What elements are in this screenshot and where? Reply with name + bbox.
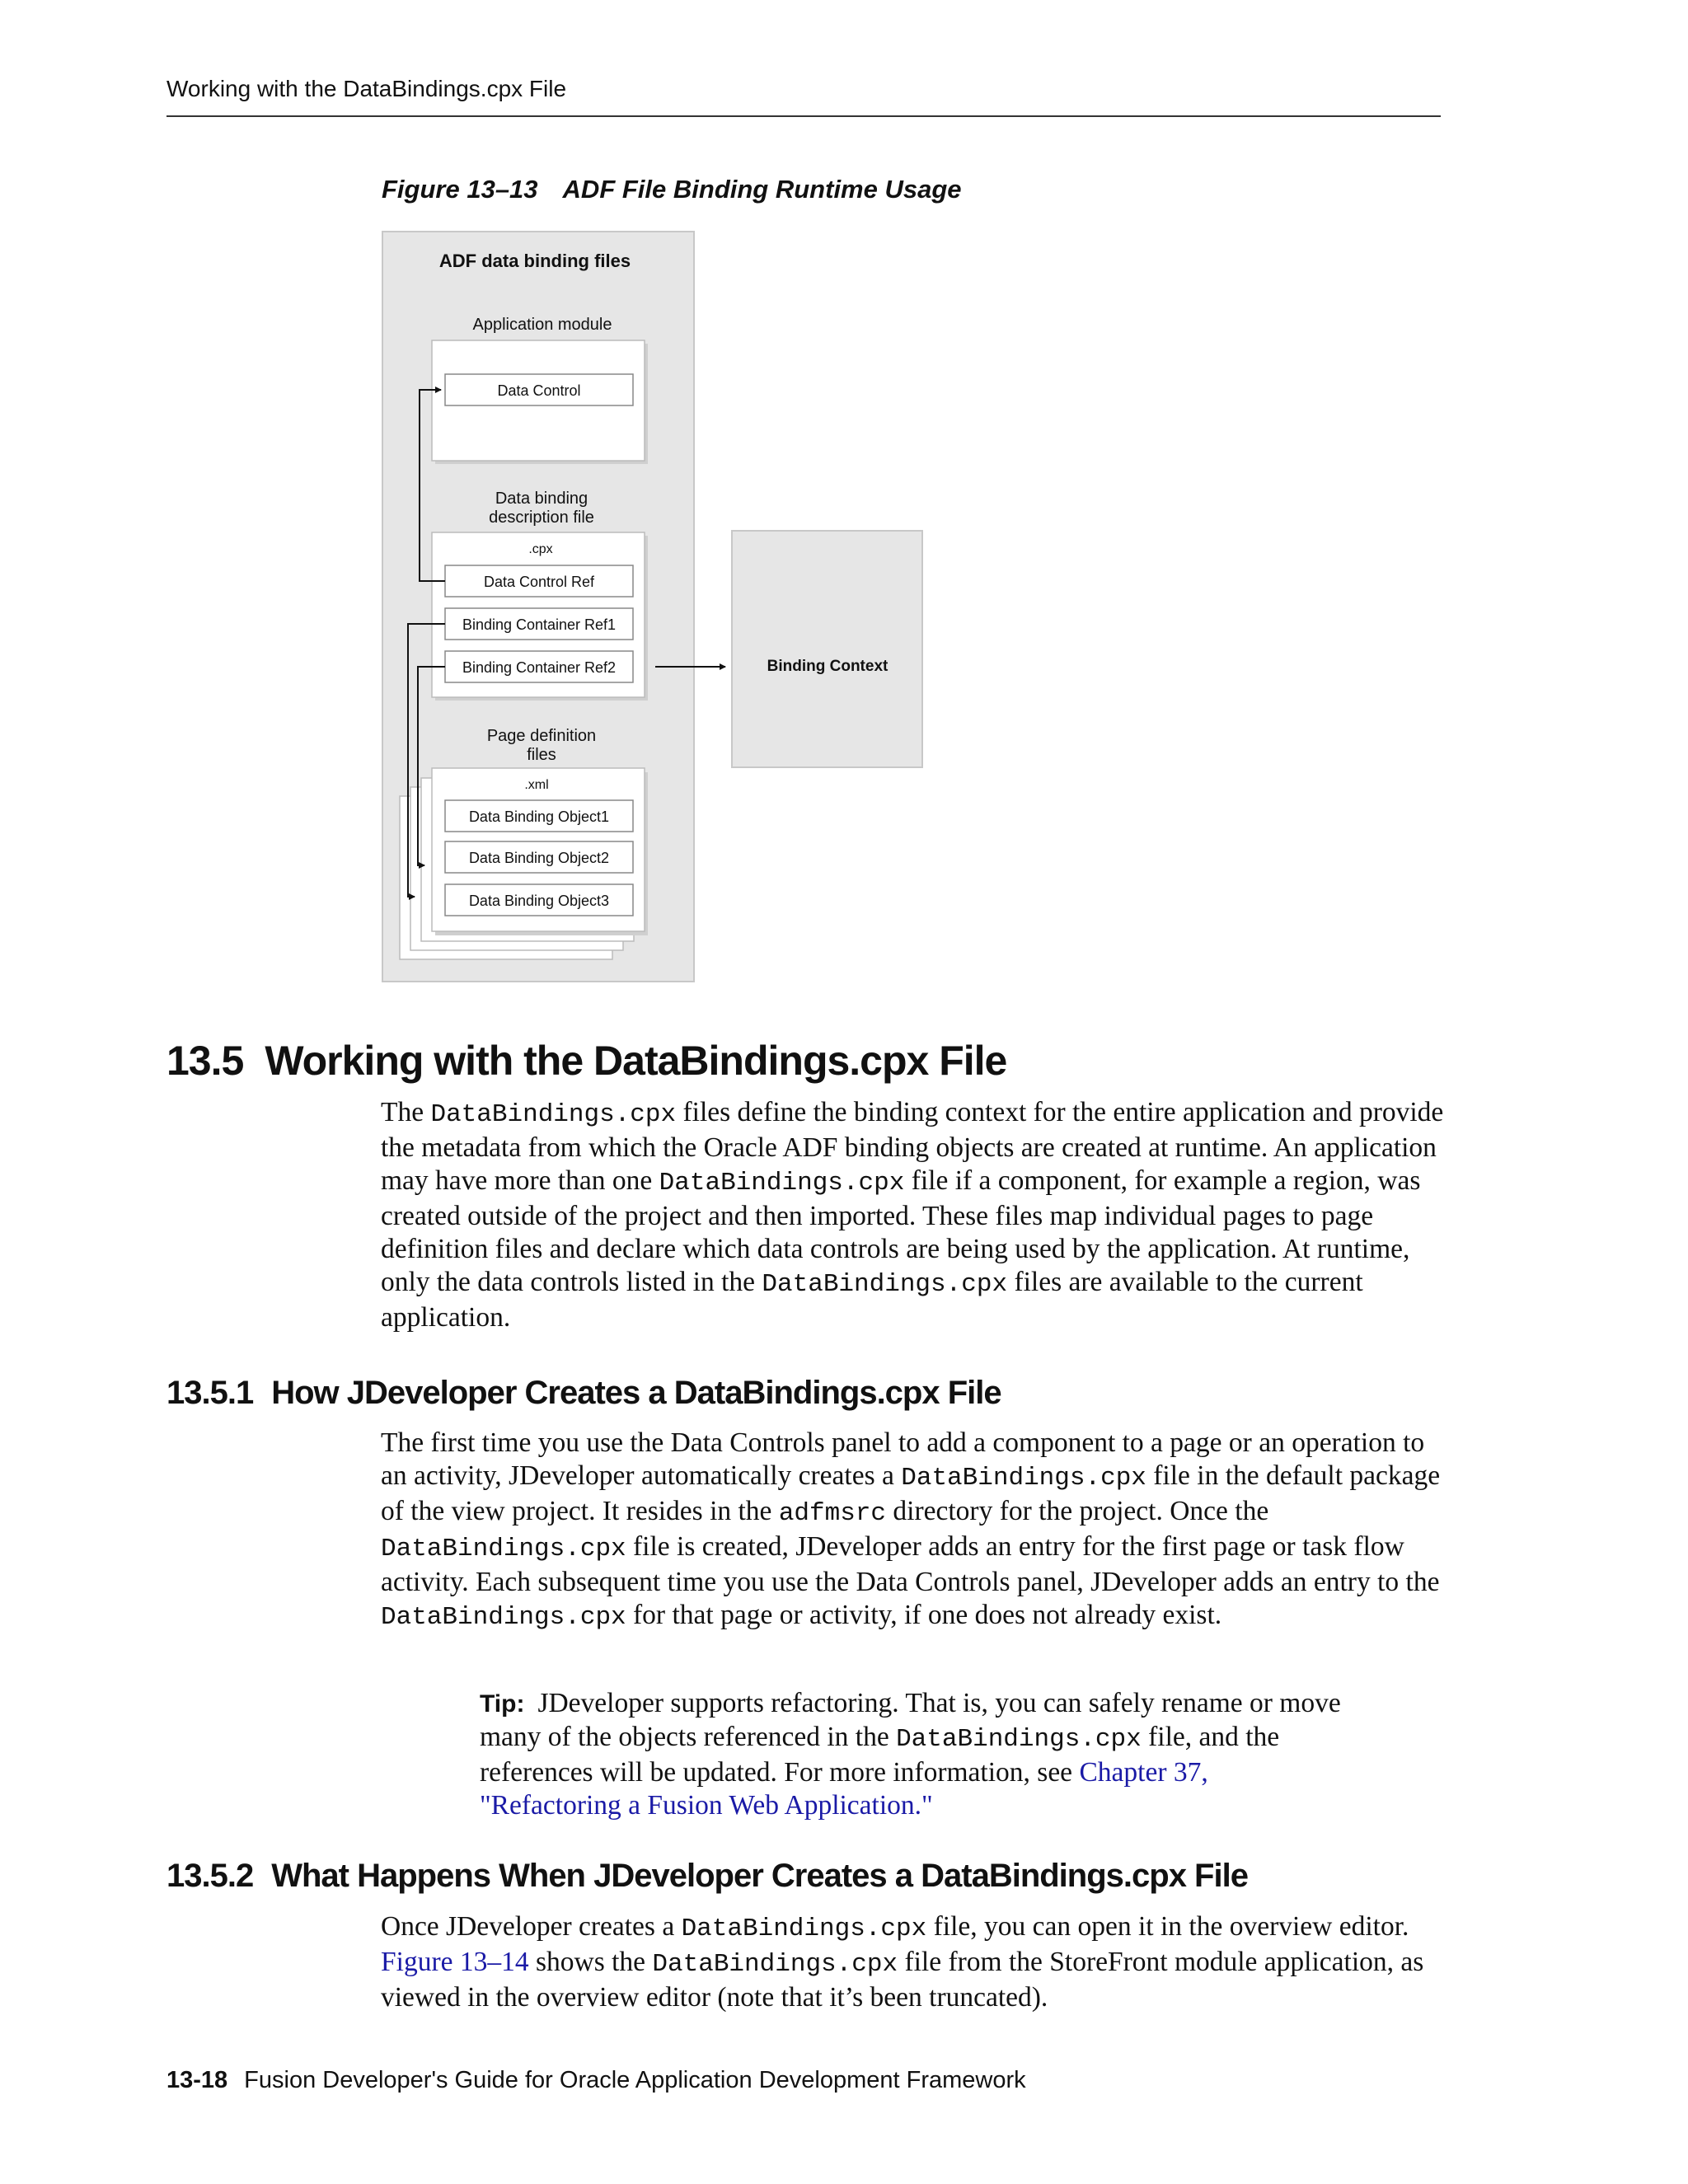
binding-context-box [732, 531, 922, 767]
section-number: 13.5 [166, 1038, 244, 1084]
code-filename: DataBindings.cpx [681, 1915, 927, 1943]
text-run: JDeveloper supports refactoring. That is, you can safely rename or move many of the objects referenced in the [480, 1688, 1341, 1752]
outer-panel-title: ADF data binding files [438, 251, 631, 271]
chapter-37-link[interactable]: Chapter 37, "Refactoring a Fusion Web Application." [480, 1757, 1208, 1821]
code-filename: DataBindings.cpx [901, 1464, 1146, 1493]
page-def-label-2: files [527, 746, 556, 764]
section-title: Working with the DataBindings.cpx File [265, 1038, 1007, 1084]
figure-13-14-link[interactable]: Figure 13–14 [381, 1947, 529, 1977]
data-binding-object3-label: Data Binding Object3 [468, 893, 610, 909]
tip-label: Tip: [480, 1690, 525, 1718]
data-control-label: Data Control [497, 382, 581, 399]
text-run: file, and the references will be updated. For more information, see [480, 1722, 1280, 1788]
book-title: Fusion Developer's Guide for Oracle Application Development Framework [244, 2067, 1026, 2093]
app-module-label: Application module [472, 316, 612, 334]
page-footer [166, 2067, 1026, 2094]
code-directory: adfmsrc [778, 1499, 887, 1528]
cpx-extension: .cpx [528, 542, 553, 556]
text-run: file in the default package of the view project. It resides in the [381, 1460, 1441, 1526]
data-binding-object1-label: Data Binding Object1 [468, 808, 610, 825]
text-run: file is created, JDeveloper adds an entry for the first page or task flow activity. Each subsequent time you use the Data Controls panel, JDeveloper adds an entry to the [381, 1531, 1440, 1597]
binding-runtime-diagram [382, 231, 934, 985]
text-run: shows the [528, 1947, 653, 1977]
code-filename: DataBindings.cpx [762, 1270, 1008, 1299]
text-run: The [381, 1097, 431, 1127]
text-run: files are available to the current application. [381, 1267, 1363, 1333]
section-number: 13.5.2 [166, 1858, 254, 1894]
code-filename: DataBindings.cpx [652, 1950, 898, 1979]
page-number: 13-18 [166, 2067, 228, 2093]
data-binding-object2-label: Data Binding Object2 [468, 850, 610, 866]
text-run: file, you can open it in the overview editor. [926, 1911, 1409, 1942]
text-run: directory for the project. Once the [886, 1496, 1269, 1526]
section-heading-13-5-1 [166, 1375, 1001, 1412]
data-binding-label-1: Data binding [495, 490, 588, 508]
paragraph-overview-editor [381, 1910, 1444, 2014]
data-binding-label-2: description file [489, 509, 594, 527]
tip-note [480, 1687, 1353, 1822]
code-filename: DataBindings.cpx [896, 1725, 1142, 1754]
code-filename: DataBindings.cpx [381, 1603, 626, 1632]
binding-container-ref2-label: Binding Container Ref2 [462, 659, 617, 676]
text-run: files define the binding context for the entire application and provide the metadata from which the Oracle ADF binding objects are created at runtime. An application may have more than one [381, 1097, 1444, 1196]
running-header: Working with the DataBindings.cpx File [166, 76, 567, 101]
data-control-ref-label: Data Control Ref [483, 574, 595, 590]
text-run: file from the StoreFront module application, as viewed in the overview editor (note that it’s been truncated). [381, 1947, 1424, 2013]
section-title: How JDeveloper Creates a DataBindings.cpx File [271, 1375, 1001, 1411]
code-filename: DataBindings.cpx [430, 1100, 677, 1129]
section-heading-13-5-2 [166, 1858, 1248, 1895]
section-heading-13-5 [166, 1037, 1006, 1085]
paragraph-jdeveloper-creates [381, 1427, 1444, 1634]
binding-context-label: Binding Context [767, 658, 889, 675]
section-number: 13.5.1 [166, 1375, 254, 1411]
text-run: for that page or activity, if one does not already exist. [626, 1600, 1222, 1630]
section-title: What Happens When JDeveloper Creates a DataBindings.cpx File [271, 1858, 1248, 1894]
page-def-label-1: Page definition [486, 727, 597, 745]
figure-title: ADF File Binding Runtime Usage [562, 175, 962, 204]
text-run: Once JDeveloper creates a [381, 1911, 682, 1942]
binding-container-ref1-label: Binding Container Ref1 [462, 616, 617, 633]
header-divider [166, 115, 1441, 117]
code-filename: DataBindings.cpx [659, 1169, 905, 1197]
text-run: file if a component, for example a region, was created outside of the project and then imported. These files map individual pages to page definition files and declare which data controls are being used by the application. At runtime, only the data controls listed in the [381, 1165, 1421, 1297]
code-filename: DataBindings.cpx [381, 1535, 626, 1563]
text-run: The first time you use the Data Controls panel to add a component to a page or an operation to an activity, JDeveloper automatically creates a [381, 1427, 1425, 1491]
paragraph-binding-context [381, 1096, 1444, 1334]
figure-caption [382, 175, 962, 204]
figure-number: Figure 13–13 [382, 175, 538, 204]
xml-extension: .xml [524, 778, 549, 792]
